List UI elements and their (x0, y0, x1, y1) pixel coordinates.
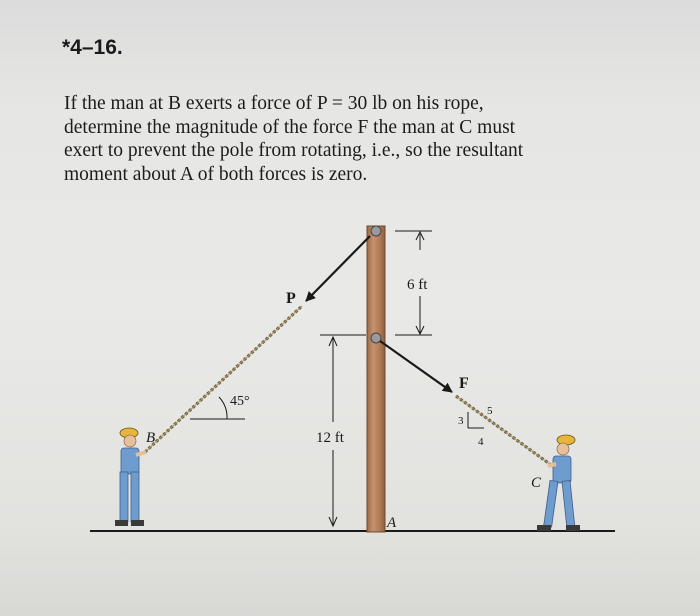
rope-b-core (145, 306, 302, 452)
dim-6ft-label: 6 ft (407, 277, 428, 293)
slope-hyp-label: 5 (487, 405, 493, 417)
point-c-label: C (531, 475, 542, 491)
pulley-top (371, 226, 381, 236)
pole (367, 226, 385, 532)
pulley-middle (371, 333, 381, 343)
worker-b (115, 428, 146, 526)
problem-line-1: If the man at B exerts a force of P = 30 lb on his rope, (64, 93, 484, 114)
force-f-arrow (380, 341, 452, 392)
force-p-arrow (306, 236, 370, 301)
angle-label: 45° (230, 394, 250, 409)
force-p-label: P (286, 290, 296, 307)
dim-12ft-label: 12 ft (316, 430, 344, 446)
force-f-label: F (459, 375, 469, 392)
slope-horiz-label: 4 (478, 436, 484, 448)
problem-line-2: determine the magnitude of the force F the man at C must (64, 116, 516, 138)
slope-vert-label: 3 (458, 415, 464, 427)
worker-c (537, 435, 580, 531)
point-a-label: A (387, 515, 397, 531)
problem-line-3: exert to prevent the pole from rotating, i.e., so the resultant (64, 140, 524, 161)
angle-arc (219, 397, 227, 419)
point-b-label: B (146, 430, 156, 446)
problem-number: *4–16. (62, 36, 123, 59)
problem-line-4: moment about A of both forces is zero. (64, 163, 368, 185)
rope-c-core (456, 396, 558, 470)
